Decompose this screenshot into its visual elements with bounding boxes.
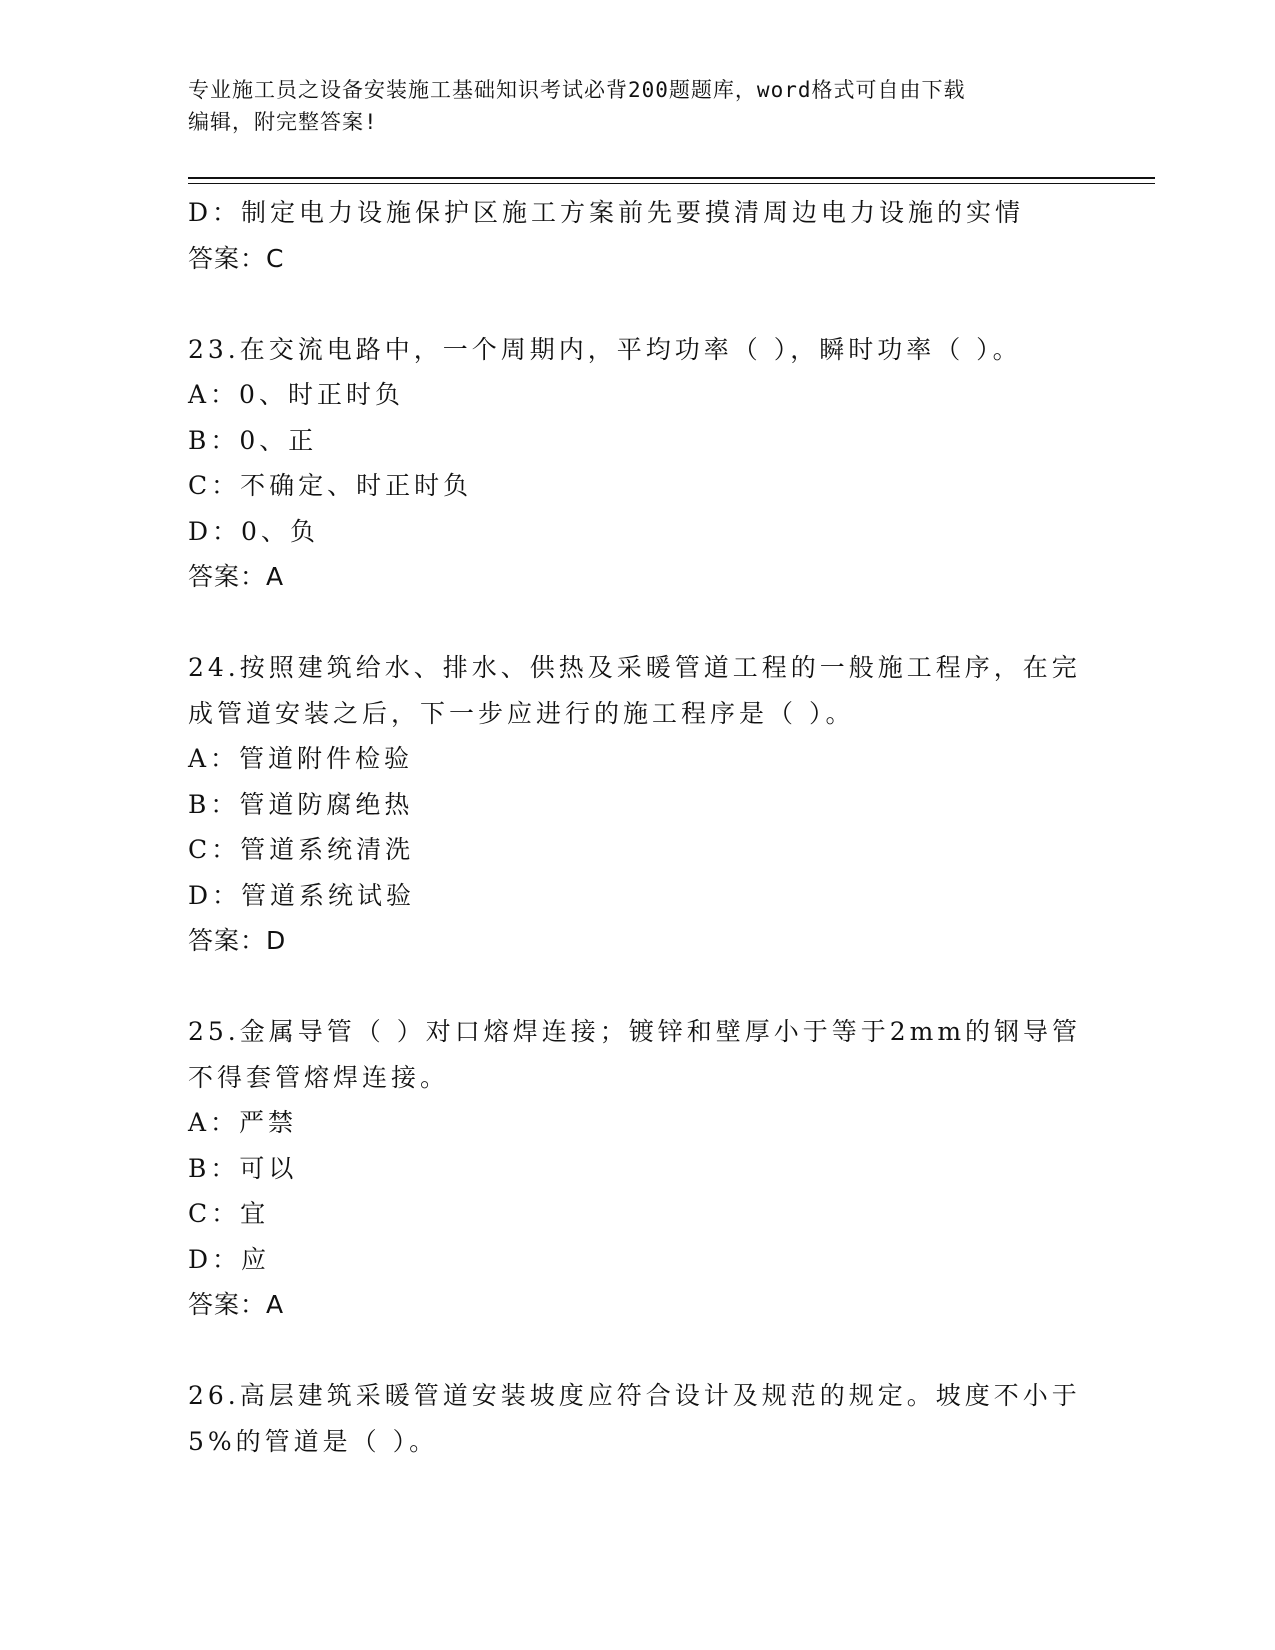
answer-line: 答案：A — [188, 1290, 285, 1319]
option-b: B：0、正 — [188, 425, 318, 455]
option-d: D：管道系统试验 — [188, 880, 416, 910]
question-text: 23.在交流电路中，一个周期内，平均功率（ ），瞬时功率（ ）。 — [188, 334, 1022, 364]
option-d: D：应 — [188, 1244, 271, 1274]
option-c: C：管道系统清洗 — [188, 835, 415, 864]
answer-line: 答案：A — [188, 562, 285, 591]
question-text: 25.金属导管（ ）对口熔焊连接；镀锌和壁厚小于等于2mm的钢导管 — [188, 1017, 1082, 1046]
question-26 — [188, 1373, 1088, 1464]
question-24 — [188, 645, 1088, 964]
question-text-continued: 不得套管熔焊连接。 — [188, 1062, 450, 1092]
question-text: 26.高层建筑采暖管道安装坡度应符合设计及规范的规定。坡度不小于 — [188, 1381, 1081, 1410]
answer-line: 答案：D — [188, 926, 287, 955]
option-c: C：不确定、时正时负 — [188, 471, 473, 500]
option-d: D：制定电力设施保护区施工方案前先要摸清周边电力设施的实情 — [188, 198, 1025, 227]
question-text: 24.按照建筑给水、排水、供热及采暖管道工程的一般施工程序，在完 — [188, 653, 1081, 682]
option-d: D：0、负 — [188, 516, 319, 546]
question-25 — [188, 1009, 1088, 1328]
header-divider-thin — [188, 183, 1155, 184]
option-c: C：宜 — [188, 1199, 270, 1228]
header-title-line-2: 编辑，附完整答案! — [188, 110, 378, 134]
option-a: A：0、时正时负 — [188, 380, 404, 409]
header-title-line-1: 专业施工员之设备安装施工基础知识考试必背200题题库，word格式可自由下载 — [188, 78, 966, 102]
header-divider-thick — [188, 177, 1155, 179]
option-a: A：管道附件检验 — [188, 744, 414, 773]
answer-line: 答案：C — [188, 243, 285, 273]
option-b: B：可以 — [188, 1153, 298, 1183]
option-a: A：严禁 — [188, 1108, 298, 1137]
document-body — [188, 190, 1088, 1464]
question-text-continued: 成管道安装之后，下一步应进行的施工程序是（ ）。 — [188, 698, 855, 728]
document-header — [188, 74, 1068, 138]
question-text-continued: 5%的管道是（ ）。 — [188, 1426, 439, 1456]
option-b: B：管道防腐绝热 — [188, 789, 414, 819]
question-23 — [188, 327, 1088, 600]
